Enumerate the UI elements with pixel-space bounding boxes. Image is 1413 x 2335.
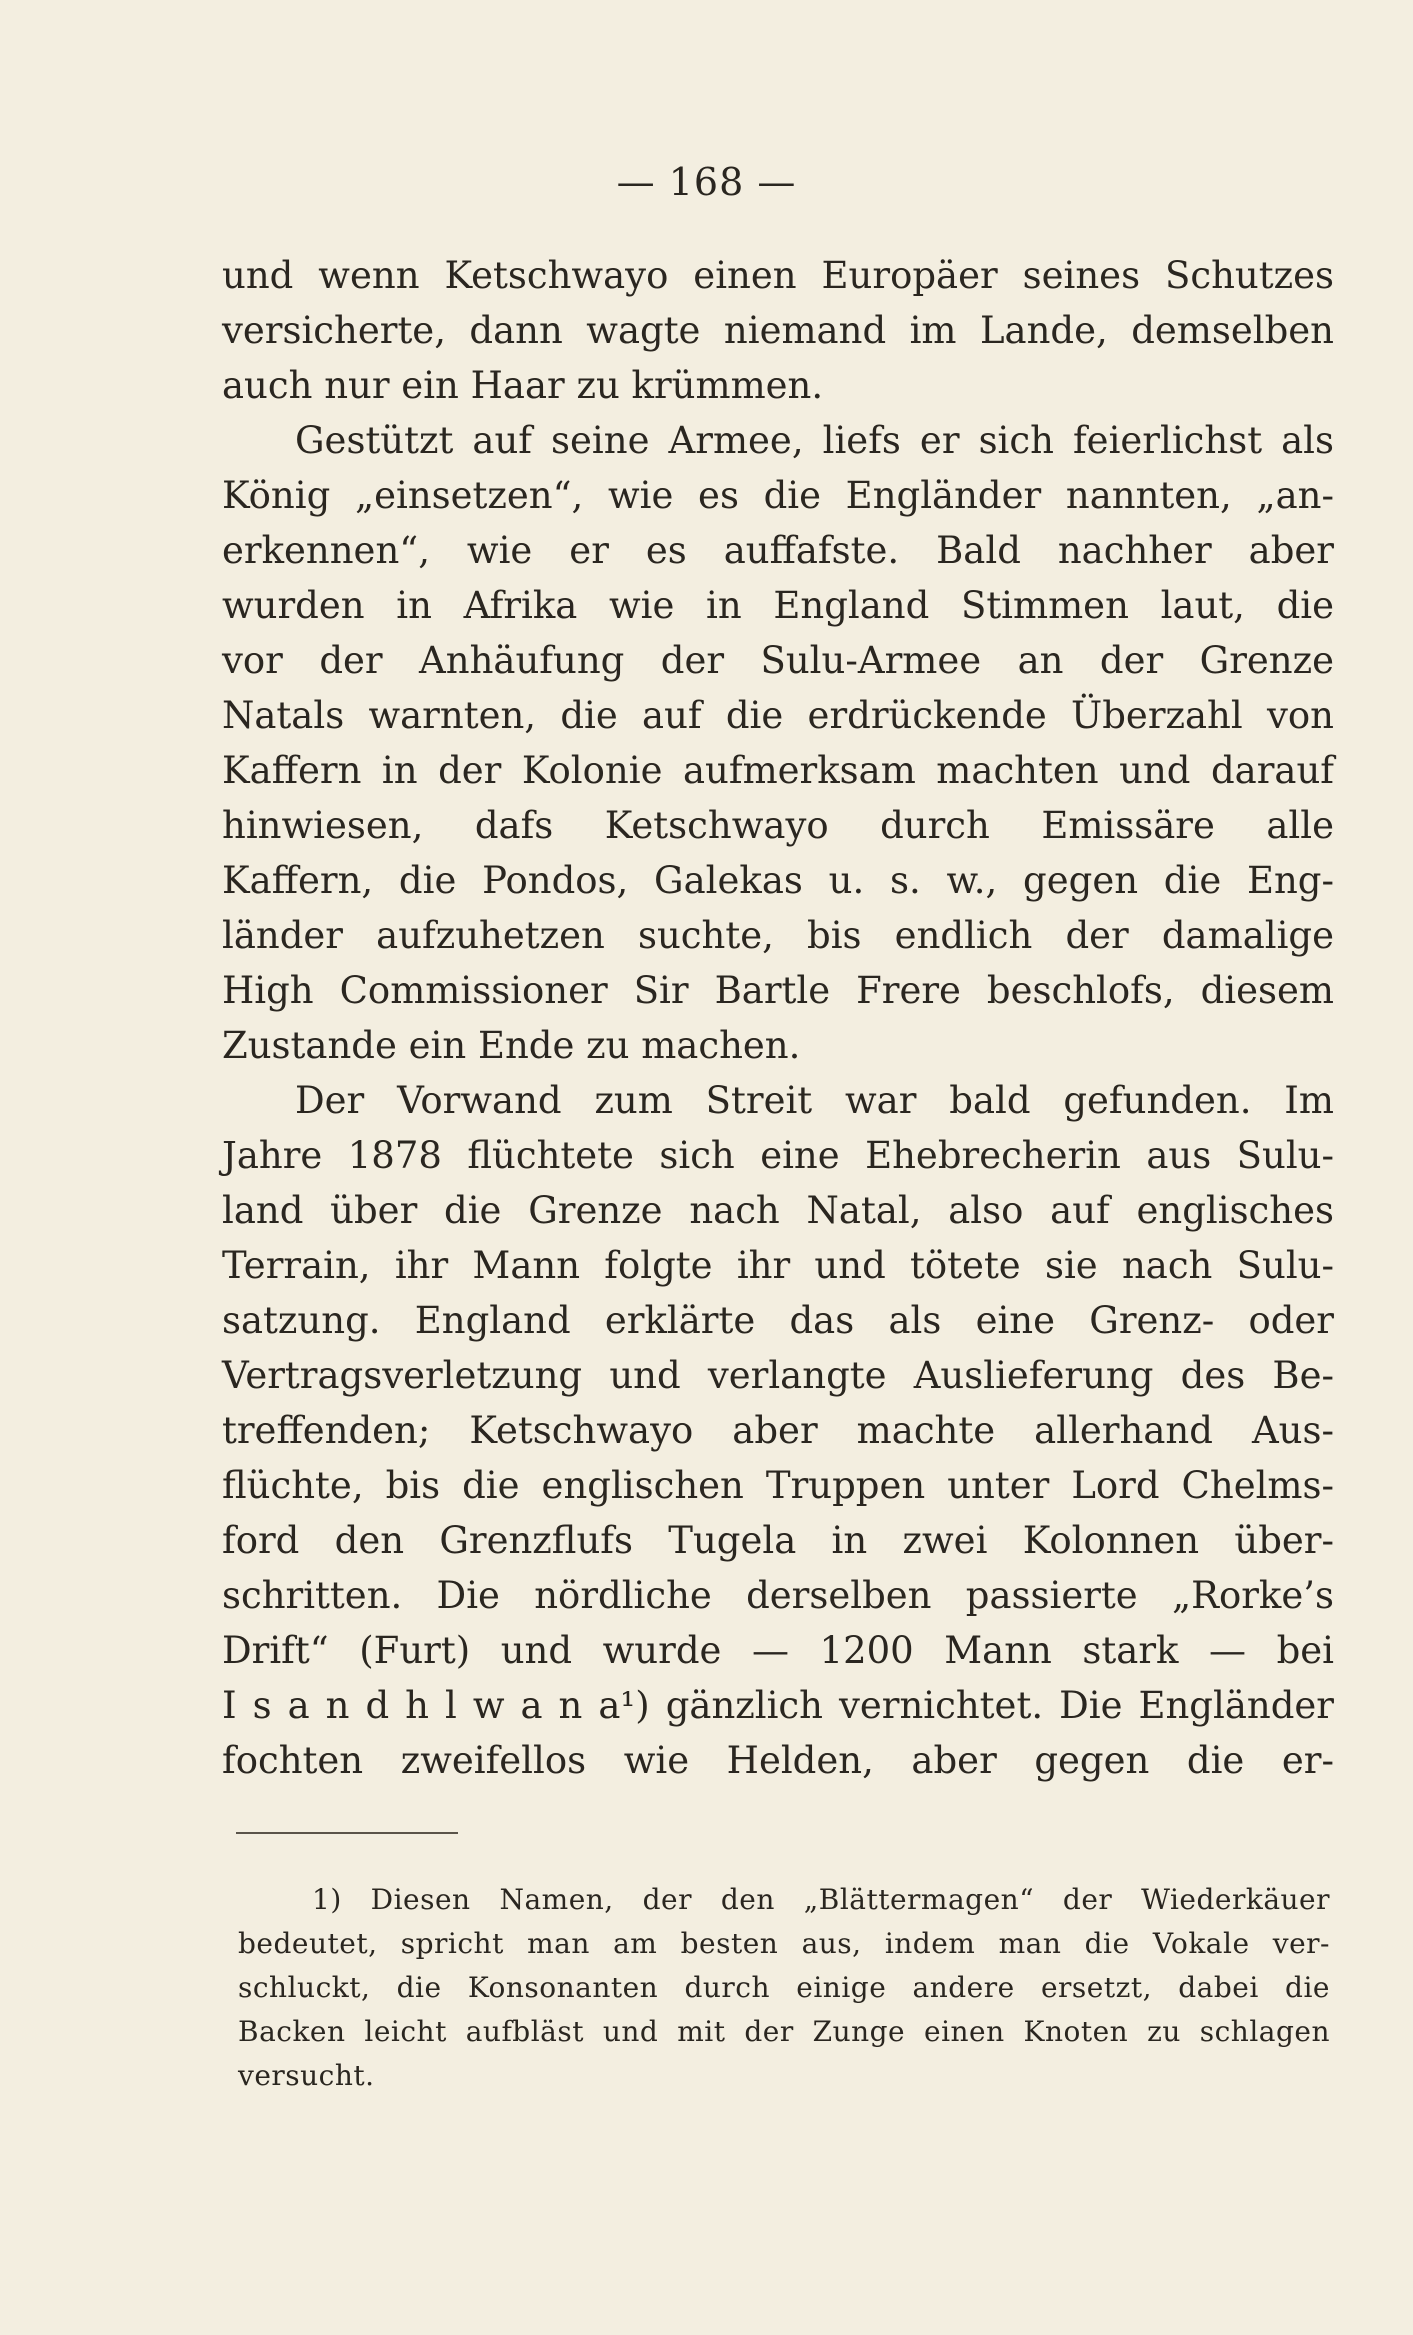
text-line: I s a n d h l w a n a¹) gänzlich vernichtet. Die Engländer bbox=[222, 1684, 1334, 1727]
footnote bbox=[238, 1878, 1330, 2098]
text-line: wurden in Afrika wie in England Stimmen laut, die bbox=[222, 584, 1334, 627]
footnote-separator bbox=[236, 1832, 458, 1834]
footnote-line: Backen leicht aufbläst und mit der Zunge einen Knoten zu schlagen bbox=[238, 2015, 1330, 2048]
page-number: — 168 — bbox=[616, 160, 797, 204]
footnote-line: 1) Diesen Namen, der den „Blättermagen“ der Wiederkäuer bbox=[312, 1883, 1330, 1916]
text-line: fochten zweifellos wie Helden, aber gegen die er- bbox=[222, 1739, 1334, 1782]
text-line: flüchte, bis die englischen Truppen unter Lord Chelms- bbox=[222, 1464, 1334, 1507]
text-line: versicherte, dann wagte niemand im Lande, demselben bbox=[222, 309, 1334, 352]
footnote-line: versucht. bbox=[238, 2059, 375, 2092]
text-line: hinwiesen, dafs Ketschwayo durch Emissäre alle bbox=[222, 804, 1334, 847]
text-line: ford den Grenzflufs Tugela in zwei Kolonnen über- bbox=[222, 1519, 1334, 1562]
text-line: Natals warnten, die auf die erdrückende Überzahl von bbox=[222, 694, 1334, 737]
text-line: treffenden; Ketschwayo aber machte allerhand Aus- bbox=[222, 1409, 1334, 1452]
text-line: land über die Grenze nach Natal, also auf englisches bbox=[222, 1189, 1334, 1232]
text-line: Zustande ein Ende zu machen. bbox=[222, 1024, 801, 1067]
text-line: Der Vorwand zum Streit war bald gefunden. Im bbox=[295, 1079, 1334, 1122]
text-line: Vertragsverletzung und verlangte Auslieferung des Be- bbox=[222, 1354, 1334, 1397]
text-line: erkennen“, wie er es auffafste. Bald nachher aber bbox=[222, 529, 1334, 572]
body-text bbox=[222, 248, 1334, 1788]
text-line: Gestützt auf seine Armee, liefs er sich feierlichst als bbox=[295, 419, 1334, 462]
text-line: schritten. Die nördliche derselben passierte „Rorke’s bbox=[222, 1574, 1334, 1617]
text-line: Kaffern in der Kolonie aufmerksam machten und darauf bbox=[222, 749, 1334, 792]
text-line: länder aufzuhetzen suchte, bis endlich der damalige bbox=[222, 914, 1334, 957]
text-line: High Commissioner Sir Bartle Frere beschlofs, diesem bbox=[222, 969, 1334, 1012]
text-line: Jahre 1878 flüchtete sich eine Ehebrecherin aus Sulu- bbox=[222, 1134, 1334, 1177]
footnote-line: bedeutet, spricht man am besten aus, indem man die Vokale ver- bbox=[238, 1927, 1330, 1960]
text-line: König „einsetzen“, wie es die Engländer nannten, „an- bbox=[222, 474, 1334, 517]
footnote-line: schluckt, die Konsonanten durch einige andere ersetzt, dabei die bbox=[238, 1971, 1330, 2004]
text-line: auch nur ein Haar zu krümmen. bbox=[222, 364, 824, 407]
text-line: Terrain, ihr Mann folgte ihr und tötete sie nach Sulu- bbox=[222, 1244, 1334, 1287]
text-line: Drift“ (Furt) und wurde — 1200 Mann stark — bei bbox=[222, 1629, 1334, 1672]
text-line: und wenn Ketschwayo einen Europäer seines Schutzes bbox=[222, 254, 1334, 297]
text-line: Kaffern, die Pondos, Galekas u. s. w., gegen die Eng- bbox=[222, 859, 1334, 902]
text-line: satzung. England erklärte das als eine Grenz- oder bbox=[222, 1299, 1334, 1342]
text-line: vor der Anhäufung der Sulu-Armee an der Grenze bbox=[222, 639, 1334, 682]
